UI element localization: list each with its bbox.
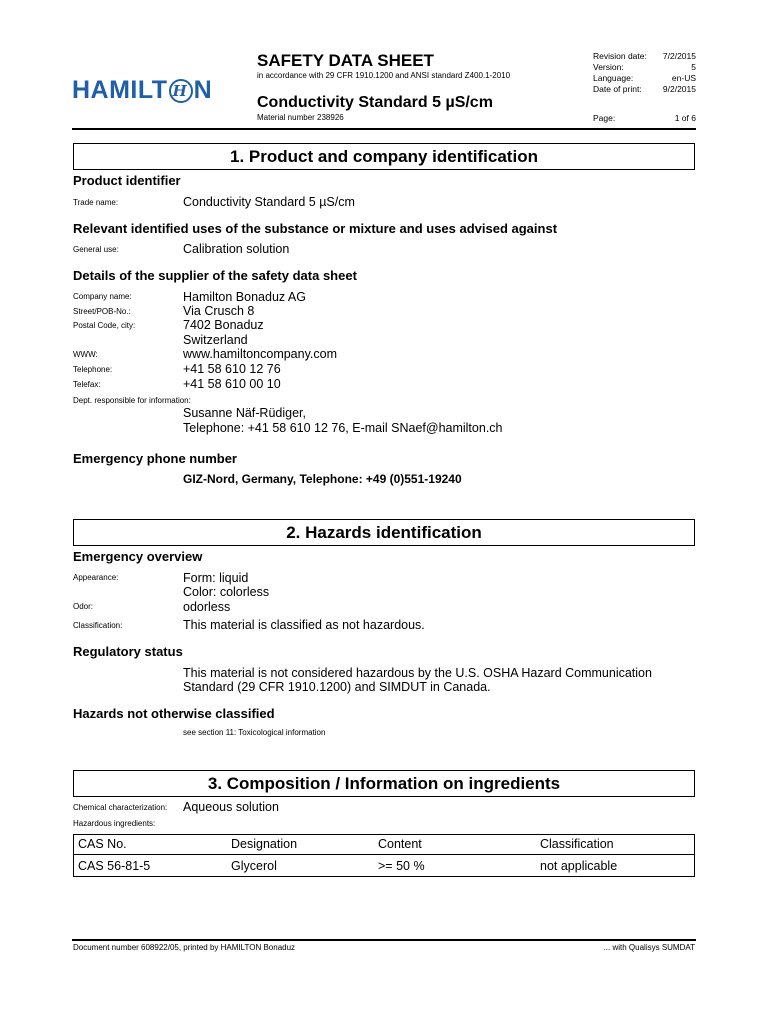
dept-person: Susanne Näf-Rüdiger,	[183, 406, 306, 420]
footer-divider	[72, 939, 696, 941]
hamilton-logo: HAMILT H N	[72, 76, 212, 104]
trade-name-value: Conductivity Standard 5 µS/cm	[183, 195, 355, 209]
document-subtitle: in accordance with 29 CFR 1910.1200 and ANSI standard Z400.1-2010	[257, 71, 511, 80]
company-value: Hamilton Bonaduz AG	[183, 290, 306, 304]
footer-document-number: Document number 608922/05, printed by HAMILTON Bonaduz	[73, 943, 296, 952]
form-value: Form: liquid	[183, 571, 249, 585]
general-use-label: General use:	[73, 245, 119, 254]
chemical-characterization-label: Chemical characterization:	[73, 803, 168, 812]
uses-heading: Relevant identified uses of the substance or mixture and uses advised against	[73, 221, 558, 236]
ingredients-table	[73, 834, 695, 877]
emergency-phone: GIZ-Nord, Germany, Telephone: +49 (0)551-19240	[183, 472, 462, 486]
classification-label: Classification:	[73, 621, 123, 630]
meta-row: Revision date: 7/2/2015	[593, 51, 696, 61]
hnoc-heading: Hazards not otherwise classified	[73, 706, 275, 721]
product-title: Conductivity Standard 5 µS/cm	[257, 94, 493, 111]
column-header: Content	[378, 837, 422, 851]
document-meta	[593, 51, 696, 95]
header-divider	[72, 128, 696, 130]
regulatory-line-2: Standard (29 CFR 1910.1200) and SIMDUT in Canada.	[183, 680, 491, 694]
product-identifier-heading: Product identifier	[73, 173, 181, 188]
regulatory-line-1: This material is not considered hazardous by the U.S. OSHA Hazard Communication	[183, 666, 652, 680]
country-value: Switzerland	[183, 333, 248, 347]
www-label: WWW:	[73, 350, 98, 359]
chemical-characterization-value: Aqueous solution	[183, 800, 279, 814]
material-number: Material number 238926	[257, 113, 344, 122]
general-use-value: Calibration solution	[183, 242, 290, 256]
postal-label: Postal Code, city:	[73, 321, 136, 330]
street-label: Street/POB-No.:	[73, 307, 131, 316]
hazardous-ingredients-label: Hazardous ingredients:	[73, 819, 156, 828]
appearance-label: Appearance:	[73, 573, 119, 582]
table-cell: Glycerol	[231, 859, 277, 873]
section-1-title: 1. Product and company identification	[73, 143, 695, 170]
telephone-value: +41 58 610 12 76	[183, 362, 281, 376]
column-header: Designation	[231, 837, 298, 851]
page-number: Page: 1 of 6	[593, 113, 696, 123]
meta-row: Language: en-US	[593, 73, 696, 83]
dept-label: Dept. responsible for information:	[73, 396, 191, 405]
column-header: CAS No.	[78, 837, 127, 851]
table-cell: not applicable	[540, 859, 618, 873]
hamilton-logo-mark-icon: H	[169, 79, 193, 103]
table-cell: CAS 56-81-5	[78, 859, 151, 873]
street-value: Via Crusch 8	[183, 304, 255, 318]
telephone-label: Telephone:	[73, 365, 113, 374]
dept-contact: Telephone: +41 58 610 12 76, E-mail SNaef@hamilton.ch	[183, 421, 503, 435]
emergency-heading: Emergency phone number	[73, 451, 237, 466]
table-row	[74, 854, 694, 876]
classification-value: This material is classified as not hazardous.	[183, 618, 425, 632]
emergency-overview-heading: Emergency overview	[73, 549, 203, 564]
table-header-row	[74, 835, 694, 854]
supplier-heading: Details of the supplier of the safety data sheet	[73, 268, 357, 283]
regulatory-heading: Regulatory status	[73, 644, 183, 659]
footer-software: ... with Qualisys SUMDAT	[603, 943, 695, 952]
document-title: SAFETY DATA SHEET	[257, 51, 434, 70]
postal-value: 7402 Bonaduz	[183, 318, 264, 332]
trade-name-label: Trade name:	[73, 198, 119, 207]
company-label: Company name:	[73, 292, 132, 301]
section-2-title: 2. Hazards identification	[73, 519, 695, 546]
telefax-label: Telefax:	[73, 380, 101, 389]
www-link[interactable]: www.hamiltoncompany.com	[183, 347, 337, 361]
odor-label: Odor:	[73, 602, 94, 611]
color-value: Color: colorless	[183, 585, 270, 599]
table-cell: >= 50 %	[378, 859, 425, 873]
document-header	[0, 0, 768, 132]
meta-row: Date of print: 9/2/2015	[593, 84, 696, 94]
section-3-title: 3. Composition / Information on ingredients	[73, 770, 695, 797]
column-header: Classification	[540, 837, 614, 851]
odor-value: odorless	[183, 600, 231, 614]
meta-row: Version: 5	[593, 62, 696, 72]
telefax-value: +41 58 610 00 10	[183, 377, 281, 391]
hnoc-reference: see section 11: Toxicological information	[183, 728, 326, 737]
